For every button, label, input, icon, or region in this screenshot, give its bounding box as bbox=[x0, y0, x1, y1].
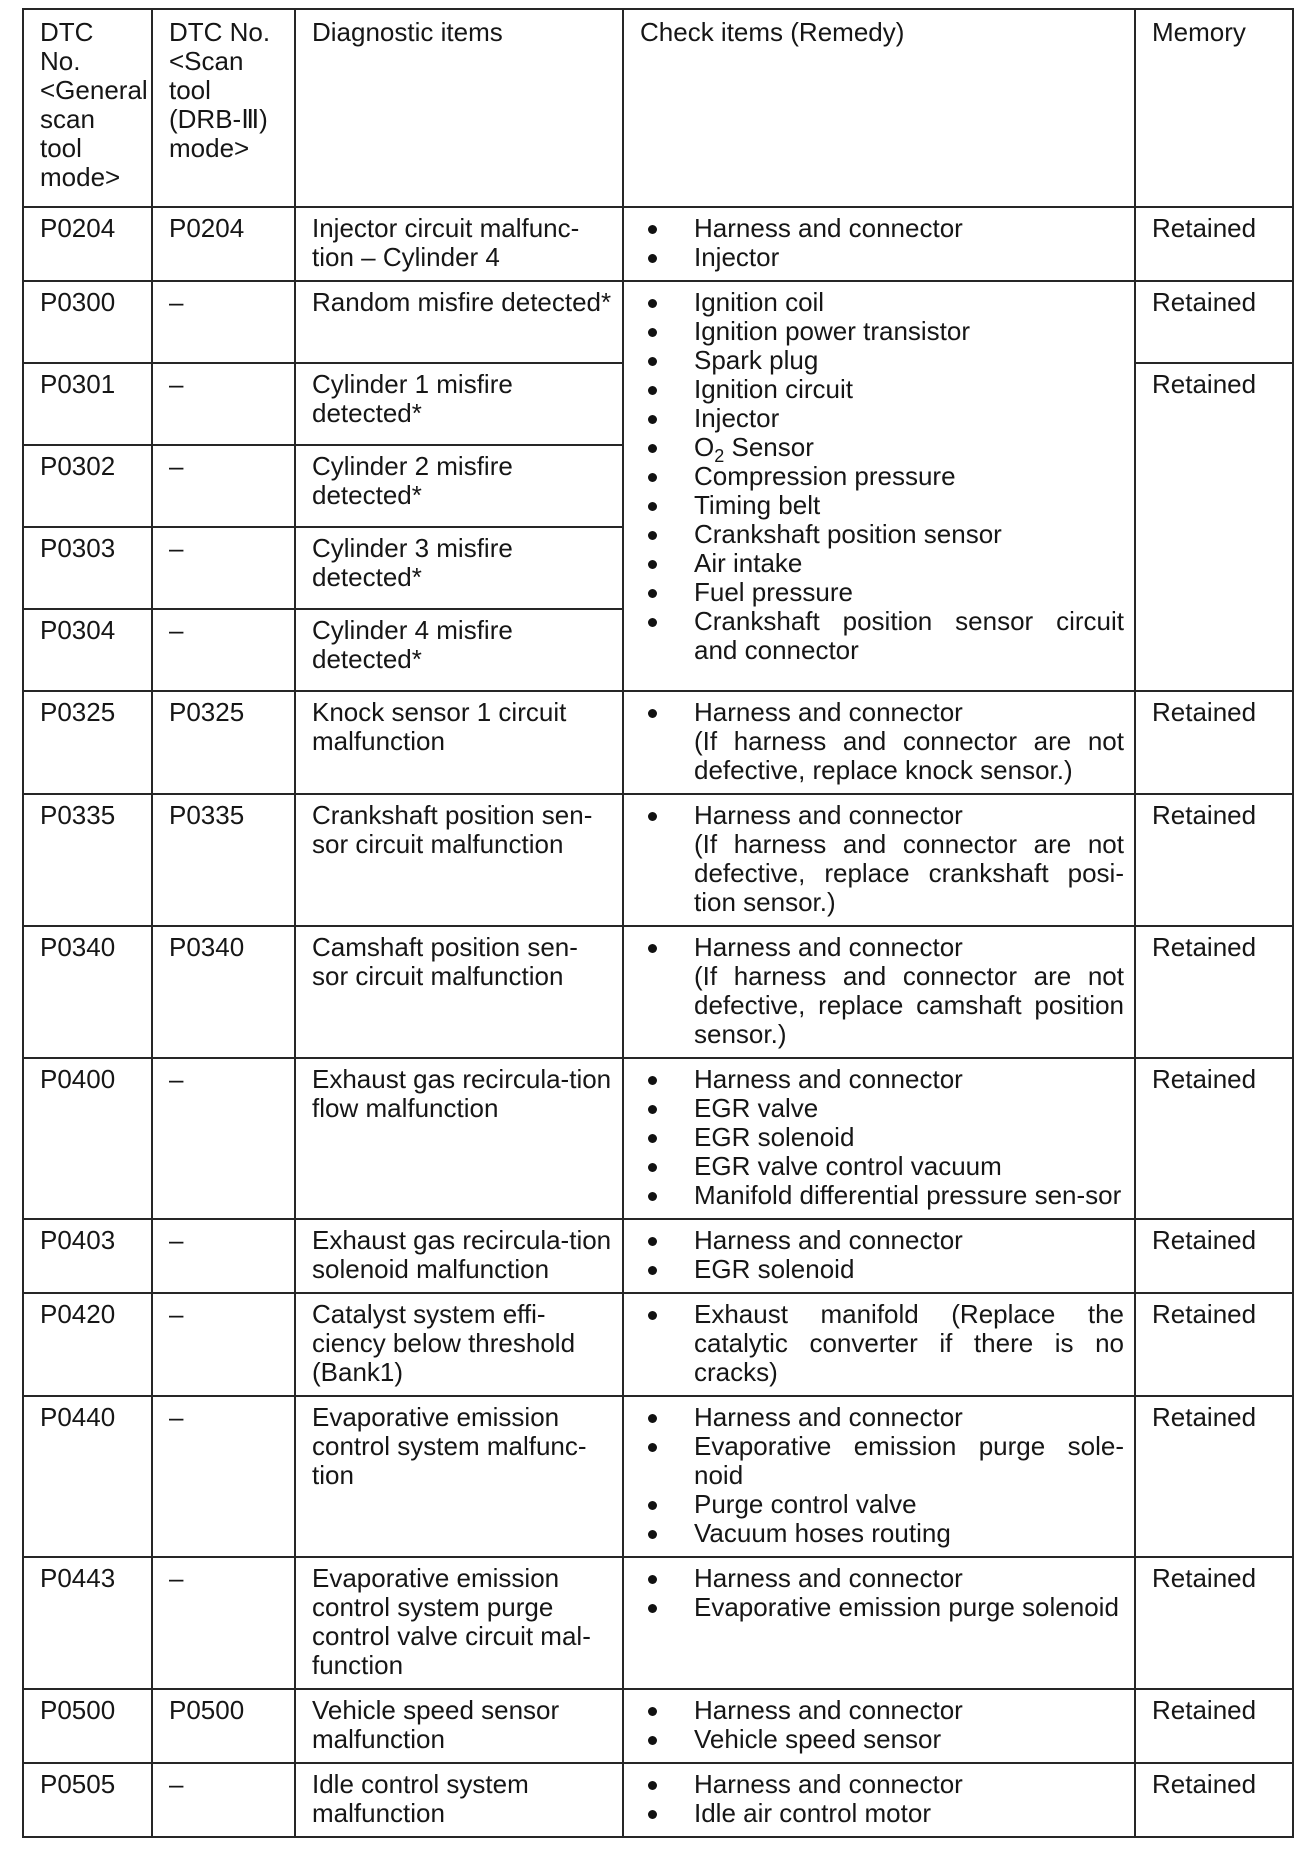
dtc-scan-cell: – bbox=[152, 1557, 295, 1689]
memory-cell: Retained bbox=[1135, 794, 1293, 926]
check-item bbox=[640, 1696, 1124, 1725]
check-item bbox=[640, 1725, 1124, 1754]
dtc-general-cell: P0335 bbox=[23, 794, 152, 926]
check-item bbox=[640, 520, 1124, 549]
diagnostic-item-cell: Exhaust gas recircula-tion flow malfunction bbox=[295, 1058, 623, 1219]
bullet-icon bbox=[648, 502, 657, 511]
table-row bbox=[23, 794, 1293, 926]
header-diagnostic-items-text: Diagnostic items bbox=[312, 17, 503, 47]
diagnostic-item-cell: Cylinder 1 misfire detected* bbox=[295, 363, 623, 445]
check-item-text: Manifold differential pressure sen-sor bbox=[694, 1180, 1122, 1210]
bullet-icon bbox=[648, 299, 657, 308]
dtc-general-cell: P0204 bbox=[23, 207, 152, 281]
check-item bbox=[640, 1152, 1124, 1181]
check-item-text: Injector bbox=[694, 403, 780, 433]
check-item-text: Harness and connector bbox=[694, 932, 963, 962]
check-items-cell bbox=[623, 1058, 1135, 1219]
bullet-icon bbox=[648, 1575, 657, 1584]
check-item-text: Harness and connector bbox=[694, 1064, 963, 1094]
check-list bbox=[640, 1300, 1124, 1387]
check-note: (If harness and connector are not defective, replace crankshaft posi-tion sensor.) bbox=[694, 829, 1124, 917]
check-item-text: Purge control valve bbox=[694, 1489, 917, 1519]
check-item bbox=[640, 1593, 1124, 1622]
check-item-text: EGR valve control vacuum bbox=[694, 1151, 1002, 1181]
bullet-icon bbox=[648, 1810, 657, 1819]
table-row bbox=[23, 1557, 1293, 1689]
check-item bbox=[640, 607, 1124, 665]
diagnostic-item-cell: Crankshaft position sen-sor circuit malfunction bbox=[295, 794, 623, 926]
bullet-icon bbox=[648, 444, 657, 453]
dtc-general-cell: P0500 bbox=[23, 1689, 152, 1763]
memory-cell: Retained bbox=[1135, 281, 1293, 363]
check-items-cell bbox=[623, 926, 1135, 1058]
check-item-text: Harness and connector bbox=[694, 1225, 963, 1255]
check-item-text: EGR solenoid bbox=[694, 1122, 855, 1152]
check-items-cell bbox=[623, 794, 1135, 926]
header-diagnostic-items bbox=[295, 9, 623, 207]
table-row bbox=[23, 1396, 1293, 1557]
check-note: (If harness and connector are not defective, replace camshaft position sensor.) bbox=[694, 961, 1124, 1049]
check-item-o2-sensor bbox=[640, 432, 1124, 467]
check-list bbox=[640, 1065, 1124, 1210]
table-row bbox=[23, 1689, 1293, 1763]
o2-subscript: 2 bbox=[714, 446, 725, 467]
bullet-icon bbox=[648, 618, 657, 627]
dtc-scan-cell: – bbox=[152, 1058, 295, 1219]
check-item bbox=[640, 1770, 1124, 1799]
memory-cell: Retained bbox=[1135, 1557, 1293, 1689]
check-item-text: Harness and connector bbox=[694, 1402, 963, 1432]
check-item-text: EGR valve bbox=[694, 1093, 819, 1123]
bullet-icon bbox=[648, 589, 657, 598]
check-item-text: Harness and connector bbox=[694, 697, 963, 727]
check-item-text: Spark plug bbox=[694, 345, 819, 375]
check-item bbox=[640, 1490, 1124, 1519]
diagnostic-item-cell: Catalyst system effi-ciency below threshold (Bank1) bbox=[295, 1293, 623, 1396]
memory-cell: Retained bbox=[1135, 1293, 1293, 1396]
dtc-general-cell: P0303 bbox=[23, 527, 152, 609]
header-dtc-scan-text: DTC No. <Scan tool (DRB-Ⅲ) mode> bbox=[169, 17, 271, 163]
check-item bbox=[640, 288, 1124, 317]
check-items-cell bbox=[623, 691, 1135, 794]
dtc-general-cell: P0440 bbox=[23, 1396, 152, 1557]
check-item-text: Exhaust manifold (Replace the catalytic converter if there is no cracks) bbox=[694, 1299, 1124, 1387]
header-check-items-text: Check items (Remedy) bbox=[640, 17, 905, 47]
check-item bbox=[640, 1564, 1124, 1593]
check-item bbox=[640, 801, 1124, 917]
table-row bbox=[23, 207, 1293, 281]
dtc-scan-cell: P0335 bbox=[152, 794, 295, 926]
check-list bbox=[640, 933, 1124, 1049]
memory-cell: Retained bbox=[1135, 691, 1293, 794]
diagnostic-item-cell: Camshaft position sen-sor circuit malfunction bbox=[295, 926, 623, 1058]
bullet-icon bbox=[648, 1736, 657, 1745]
bullet-icon bbox=[648, 1781, 657, 1790]
bullet-icon bbox=[648, 328, 657, 337]
memory-cell: Retained bbox=[1135, 363, 1293, 691]
check-item-text: Ignition circuit bbox=[694, 374, 853, 404]
bullet-icon bbox=[648, 1604, 657, 1613]
dtc-general-cell: P0304 bbox=[23, 609, 152, 691]
check-list bbox=[640, 214, 1124, 272]
header-memory bbox=[1135, 9, 1293, 207]
bullet-icon bbox=[648, 560, 657, 569]
dtc-scan-cell: – bbox=[152, 445, 295, 527]
bullet-icon bbox=[648, 1530, 657, 1539]
check-item-text: Crankshaft position sensor circuit and connector bbox=[694, 606, 1124, 665]
check-item bbox=[640, 1123, 1124, 1152]
memory-cell: Retained bbox=[1135, 1058, 1293, 1219]
table-row bbox=[23, 926, 1293, 1058]
dtc-table bbox=[22, 8, 1294, 1838]
check-item bbox=[640, 346, 1124, 375]
bullet-icon bbox=[648, 812, 657, 821]
check-items-cell bbox=[623, 207, 1135, 281]
diagnostic-item-cell: Exhaust gas recircula-tion solenoid malfunction bbox=[295, 1219, 623, 1293]
check-item-text: Vacuum hoses routing bbox=[694, 1518, 951, 1548]
dtc-general-cell: P0400 bbox=[23, 1058, 152, 1219]
dtc-general-cell: P0505 bbox=[23, 1763, 152, 1837]
header-check-items bbox=[623, 9, 1135, 207]
diagnostic-item-cell: Injector circuit malfunc-tion – Cylinder 4 bbox=[295, 207, 623, 281]
dtc-general-cell: P0300 bbox=[23, 281, 152, 363]
check-item-text: Evaporative emission purge solenoid bbox=[694, 1592, 1119, 1622]
bullet-icon bbox=[648, 709, 657, 718]
o2-prefix: O bbox=[694, 432, 715, 462]
table-row bbox=[23, 1219, 1293, 1293]
check-item-text: Ignition power transistor bbox=[694, 316, 971, 346]
diagnostic-item-cell: Cylinder 3 misfire detected* bbox=[295, 527, 623, 609]
bullet-icon bbox=[648, 225, 657, 234]
check-item bbox=[640, 549, 1124, 578]
diagnostic-item-cell: Idle control system malfunction bbox=[295, 1763, 623, 1837]
check-item-text: Evaporative emission purge sole-noid bbox=[694, 1431, 1124, 1490]
dtc-scan-cell: P0500 bbox=[152, 1689, 295, 1763]
bullet-icon bbox=[648, 473, 657, 482]
check-item-text: Idle air control motor bbox=[694, 1798, 931, 1828]
dtc-scan-cell: – bbox=[152, 609, 295, 691]
memory-cell: Retained bbox=[1135, 207, 1293, 281]
check-item-text: Harness and connector bbox=[694, 800, 963, 830]
check-list bbox=[640, 288, 1124, 665]
table-row bbox=[23, 1058, 1293, 1219]
check-item bbox=[640, 578, 1124, 607]
check-note: (If harness and connector are not defective, replace knock sensor.) bbox=[694, 726, 1124, 785]
check-list bbox=[640, 1770, 1124, 1828]
bullet-icon bbox=[648, 531, 657, 540]
header-dtc-general-text: DTC No. <General scan tool mode> bbox=[40, 17, 148, 192]
check-item-text: Harness and connector bbox=[694, 1563, 963, 1593]
memory-cell: Retained bbox=[1135, 1763, 1293, 1837]
header-dtc-scan bbox=[152, 9, 295, 207]
check-item bbox=[640, 462, 1124, 491]
diagnostic-item-cell: Vehicle speed sensor malfunction bbox=[295, 1689, 623, 1763]
dtc-scan-cell: – bbox=[152, 1763, 295, 1837]
diagnostic-item-cell: Evaporative emission control system purge control valve circuit mal-function bbox=[295, 1557, 623, 1689]
table-row bbox=[23, 1763, 1293, 1837]
dtc-scan-cell: P0325 bbox=[152, 691, 295, 794]
dtc-scan-cell: – bbox=[152, 1293, 295, 1396]
check-item-text: Harness and connector bbox=[694, 1695, 963, 1725]
check-list bbox=[640, 1696, 1124, 1754]
memory-cell: Retained bbox=[1135, 1219, 1293, 1293]
check-item-text: Vehicle speed sensor bbox=[694, 1724, 942, 1754]
check-item-text: Compression pressure bbox=[694, 461, 956, 491]
check-list bbox=[640, 1403, 1124, 1548]
check-item-text: Harness and connector bbox=[694, 1769, 963, 1799]
dtc-scan-cell: – bbox=[152, 527, 295, 609]
dtc-general-cell: P0443 bbox=[23, 1557, 152, 1689]
check-items-cell bbox=[623, 1293, 1135, 1396]
bullet-icon bbox=[648, 1163, 657, 1172]
check-item-text: Fuel pressure bbox=[694, 577, 853, 607]
check-items-cell bbox=[623, 1219, 1135, 1293]
check-item bbox=[640, 1181, 1124, 1210]
bullet-icon bbox=[648, 1134, 657, 1143]
misfire-check-items-cell bbox=[623, 281, 1135, 691]
check-item-text: Harness and connector bbox=[694, 213, 963, 243]
check-item bbox=[640, 1403, 1124, 1432]
check-item bbox=[640, 1255, 1124, 1284]
check-list bbox=[640, 1564, 1124, 1622]
dtc-scan-cell: P0340 bbox=[152, 926, 295, 1058]
dtc-scan-cell: – bbox=[152, 363, 295, 445]
header-memory-text: Memory bbox=[1152, 17, 1246, 47]
check-item bbox=[640, 317, 1124, 346]
bullet-icon bbox=[648, 386, 657, 395]
check-item-text: Crankshaft position sensor bbox=[694, 519, 1002, 549]
bullet-icon bbox=[648, 1707, 657, 1716]
bullet-icon bbox=[648, 1105, 657, 1114]
dtc-general-cell: P0420 bbox=[23, 1293, 152, 1396]
dtc-general-cell: P0302 bbox=[23, 445, 152, 527]
check-items-cell bbox=[623, 1689, 1135, 1763]
memory-cell: Retained bbox=[1135, 1396, 1293, 1557]
dtc-general-cell: P0325 bbox=[23, 691, 152, 794]
table-row bbox=[23, 1293, 1293, 1396]
check-item bbox=[640, 698, 1124, 785]
dtc-scan-cell: – bbox=[152, 1219, 295, 1293]
check-list bbox=[640, 801, 1124, 917]
check-item bbox=[640, 1094, 1124, 1123]
o2-suffix: Sensor bbox=[724, 432, 814, 462]
check-item bbox=[640, 214, 1124, 243]
check-items-cell bbox=[623, 1763, 1135, 1837]
bullet-icon bbox=[648, 357, 657, 366]
bullet-icon bbox=[648, 1443, 657, 1452]
dtc-scan-cell: – bbox=[152, 1396, 295, 1557]
diagnostic-item-cell: Evaporative emission control system malfunc-tion bbox=[295, 1396, 623, 1557]
check-item-text: EGR solenoid bbox=[694, 1254, 855, 1284]
check-list bbox=[640, 1226, 1124, 1284]
header-dtc-general bbox=[23, 9, 152, 207]
check-item-text: Injector bbox=[694, 242, 780, 272]
check-item bbox=[640, 933, 1124, 1049]
check-item bbox=[640, 243, 1124, 272]
check-item-text: Ignition coil bbox=[694, 287, 825, 317]
bullet-icon bbox=[648, 1192, 657, 1201]
check-item-text: Air intake bbox=[694, 548, 803, 578]
check-item bbox=[640, 491, 1124, 520]
bullet-icon bbox=[648, 944, 657, 953]
table-row bbox=[23, 281, 1293, 363]
memory-cell: Retained bbox=[1135, 1689, 1293, 1763]
bullet-icon bbox=[648, 1414, 657, 1423]
diagnostic-item-cell: Random misfire detected* bbox=[295, 281, 623, 363]
bullet-icon bbox=[648, 1076, 657, 1085]
check-item bbox=[640, 1065, 1124, 1094]
check-items-cell bbox=[623, 1396, 1135, 1557]
check-item bbox=[640, 1432, 1124, 1490]
bullet-icon bbox=[648, 1237, 657, 1246]
table-row bbox=[23, 691, 1293, 794]
check-item bbox=[640, 1519, 1124, 1548]
memory-cell: Retained bbox=[1135, 926, 1293, 1058]
check-item bbox=[640, 375, 1124, 404]
check-item bbox=[640, 1226, 1124, 1255]
dtc-general-cell: P0301 bbox=[23, 363, 152, 445]
diagnostic-item-cell: Cylinder 2 misfire detected* bbox=[295, 445, 623, 527]
bullet-icon bbox=[648, 1501, 657, 1510]
diagnostic-item-cell: Cylinder 4 misfire detected* bbox=[295, 609, 623, 691]
bullet-icon bbox=[648, 1311, 657, 1320]
dtc-scan-cell: P0204 bbox=[152, 207, 295, 281]
diagnostic-item-cell: Knock sensor 1 circuit malfunction bbox=[295, 691, 623, 794]
check-list bbox=[640, 698, 1124, 785]
check-item bbox=[640, 1799, 1124, 1828]
dtc-scan-cell: – bbox=[152, 281, 295, 363]
header-row bbox=[23, 9, 1293, 207]
check-item bbox=[640, 404, 1124, 433]
bullet-icon bbox=[648, 254, 657, 263]
dtc-general-cell: P0340 bbox=[23, 926, 152, 1058]
dtc-general-cell: P0403 bbox=[23, 1219, 152, 1293]
check-item-text: Timing belt bbox=[694, 490, 821, 520]
bullet-icon bbox=[648, 1266, 657, 1275]
check-items-cell bbox=[623, 1557, 1135, 1689]
check-item bbox=[640, 1300, 1124, 1387]
bullet-icon bbox=[648, 415, 657, 424]
